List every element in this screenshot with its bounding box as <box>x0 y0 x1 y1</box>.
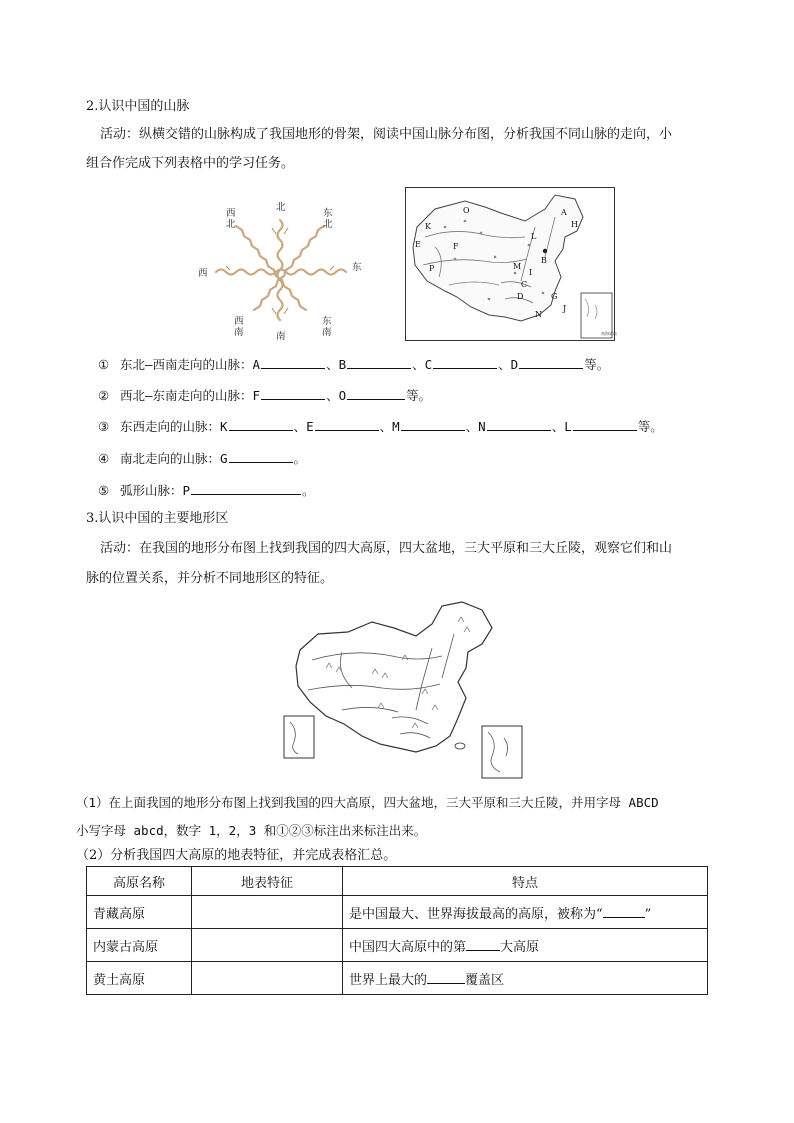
blank-D[interactable] <box>519 355 583 369</box>
trait-cell: 是中国最大、世界海拔最高的高原，被称为“ ” <box>343 896 708 929</box>
plateau-name: 青藏高原 <box>87 896 192 929</box>
mountain-direction-figure <box>196 198 364 342</box>
section2-title: 2.认识中国的山脉 <box>86 99 190 114</box>
compass-north: 北 <box>276 202 286 213</box>
china-terrain-map <box>282 598 528 782</box>
map-letter-J: J <box>563 304 567 313</box>
compass-sw-1: 西 <box>234 316 244 327</box>
map-letter-D: D <box>517 292 524 301</box>
map-letter-P: P <box>429 264 435 273</box>
map-letter-E: E <box>415 240 421 249</box>
map-letter-G: G <box>551 292 558 301</box>
header-surface-feature: 地表特征 <box>192 867 343 896</box>
blank-C[interactable] <box>433 355 497 369</box>
map-letter-N: N <box>535 310 542 319</box>
surface-feature-cell[interactable] <box>192 962 343 995</box>
item-5: ⑤ 弧形山脉：P 。 <box>98 483 315 498</box>
trait-blank[interactable] <box>466 937 500 951</box>
plateau-name: 内蒙古高原 <box>87 929 192 962</box>
blank-L[interactable] <box>573 417 637 431</box>
map-letter-A: A <box>561 208 567 217</box>
table-row <box>87 896 708 929</box>
blank-E[interactable] <box>315 417 379 431</box>
compass-south: 南 <box>276 331 286 342</box>
china-mountain-map <box>405 187 615 341</box>
compass-nw-1: 西 <box>226 208 236 219</box>
blank-A[interactable] <box>261 355 325 369</box>
item-2: ② 西北—东南走向的山脉：F 、O 等。 <box>98 388 432 403</box>
compass-ne-1: 东 <box>323 208 333 219</box>
question-1-line2: 小写字母 abcd，数字 1，2，3 和①②③标注出来标注出来。 <box>76 823 427 838</box>
question-1-line1: （1）在上面我国的地形分布图上找到我国的四大高原，四大盆地，三大平原和三大丘陵，并用字母 ABCD <box>76 795 659 810</box>
item-4: ④ 南北走向的山脉：G 。 <box>98 451 307 466</box>
trait-blank[interactable] <box>603 904 645 918</box>
table-header-row <box>87 867 708 896</box>
blank-M[interactable] <box>401 417 465 431</box>
table-row <box>87 929 708 962</box>
blank-N[interactable] <box>487 417 551 431</box>
header-trait: 特点 <box>343 867 708 896</box>
compass-west: 西 <box>198 268 208 279</box>
blank-K[interactable] <box>229 417 293 431</box>
surface-feature-cell[interactable] <box>192 896 343 929</box>
header-plateau-name: 高原名称 <box>87 867 192 896</box>
item-3: ③ 东西走向的山脉：K 、E 、M 、N 、L 等。 <box>98 419 663 434</box>
blank-O[interactable] <box>347 386 405 400</box>
plateau-name: 黄土高原 <box>87 962 192 995</box>
compass-ne-2: 北 <box>323 219 333 230</box>
blank-F[interactable] <box>261 386 325 400</box>
map-letter-M: M <box>513 262 522 271</box>
trait-cell: 中国四大高原中的第 大高原 <box>343 929 708 962</box>
map-letter-L: L <box>531 232 537 241</box>
map-letter-O: O <box>463 206 470 215</box>
section3-title: 3.认识中国的主要地形区 <box>86 511 229 526</box>
surface-feature-cell[interactable] <box>192 929 343 962</box>
compass-sw-2: 南 <box>234 327 244 338</box>
trait-cell: 世界上最大的 覆盖区 <box>343 962 708 995</box>
section2-activity-line2: 组合作完成下列表格中的学习任务。 <box>86 156 295 171</box>
compass-nw-2: 北 <box>226 219 236 230</box>
compass-east: 东 <box>352 262 362 273</box>
item-1: ① 东北—西南走向的山脉：A 、B 、C 、D 等。 <box>98 357 610 372</box>
map-letter-C: C <box>521 280 528 289</box>
section3-activity-line2: 脉的位置关系，并分析不同地形区的特征。 <box>86 571 334 586</box>
compass-se-1: 东 <box>322 316 332 327</box>
plateau-table <box>86 866 708 995</box>
table-row <box>87 962 708 995</box>
map-letter-F: F <box>453 242 459 251</box>
question-2: （2）分析我国四大高原的地表特征，并完成表格汇总。 <box>76 848 397 863</box>
map-letter-I: I <box>529 268 533 277</box>
map-letter-K: K <box>425 222 431 231</box>
blank-P[interactable] <box>191 481 301 495</box>
trait-blank[interactable] <box>427 970 465 984</box>
blank-B[interactable] <box>347 355 411 369</box>
section2-activity-line1: 活动：纵横交错的山脉构成了我国地形的骨架，阅读中国山脉分布图，分析我国不同山脉的走向，小 <box>100 127 673 142</box>
map-inset-label: 南海诸岛 <box>601 331 617 336</box>
section3-activity-line1: 活动：在我国的地形分布图上找到我国的四大高原，四大盆地，三大平原和三大丘陵，观察它们和山 <box>100 541 673 556</box>
map-letter-H: H <box>571 220 578 229</box>
compass-se-2: 南 <box>322 327 332 338</box>
blank-G[interactable] <box>229 449 293 463</box>
map-letter-B: B <box>541 256 547 265</box>
